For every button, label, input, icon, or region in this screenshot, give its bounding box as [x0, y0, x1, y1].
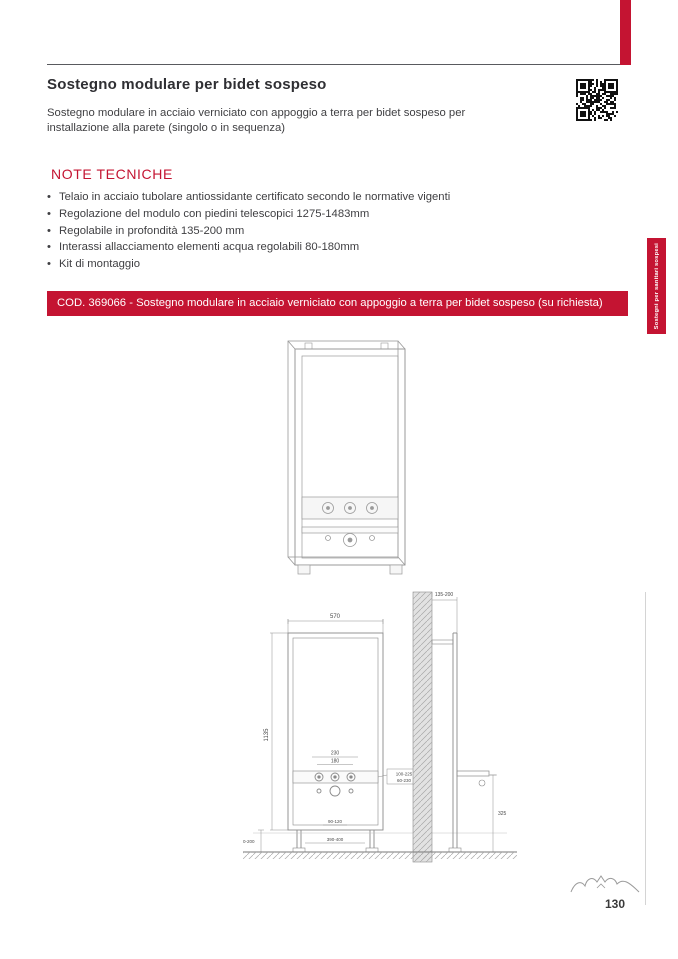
dim-interaxis-inner: 180	[330, 758, 340, 765]
product-code-banner: COD. 369066 - Sostegno modulare in acciaio verniciato con appoggio a terra per bidet sospeso (su richiesta)	[47, 291, 628, 316]
dim-box-top: 100-225	[395, 771, 413, 777]
note-item: • Interassi allacciamento elementi acqua regolabili 80-180mm	[47, 239, 577, 256]
dim-height: 1135	[264, 728, 270, 742]
product-illustration	[275, 337, 425, 582]
top-right-accent-bar	[620, 0, 631, 65]
dim-interaxis-outer: 230	[330, 750, 340, 757]
technical-drawing	[235, 585, 525, 875]
dim-width: 570	[329, 614, 341, 620]
dim-bottom-range: 390-400	[326, 837, 344, 842]
page-title: Sostegno modulare per bidet sospeso	[47, 76, 327, 93]
front-view-dimensions	[258, 619, 421, 852]
dim-foot-adjust: 0-200	[243, 839, 255, 844]
note-item: • Telaio in acciaio tubolare antiossidante certificato secondo le normative vigenti	[47, 189, 577, 206]
technical-notes-list	[47, 189, 577, 273]
right-margin-line	[645, 592, 646, 905]
notes-heading: NOTE TECNICHE	[51, 166, 173, 182]
note-item: • Regolabile in profondità 135-200 mm	[47, 223, 577, 240]
header-divider	[47, 64, 631, 65]
side-view-dimensions	[432, 592, 497, 852]
qr-code	[576, 79, 618, 121]
front-view	[253, 633, 507, 852]
dim-drain-range: 90-120	[327, 819, 343, 824]
note-item: • Kit di montaggio	[47, 256, 577, 273]
decorative-sketch	[567, 870, 643, 896]
dim-outlet-height: 325	[498, 811, 507, 817]
product-description: Sostegno modulare in acciaio verniciato con appoggio a terra per bidet sospeso per installazione alla parete (singolo o in sequenza)	[47, 107, 466, 134]
side-view	[413, 592, 489, 862]
note-item: • Regolazione del modulo con piedini telescopici 1275-1483mm	[47, 206, 577, 223]
dim-depth: 135-200	[434, 592, 454, 598]
page-number: 130	[604, 897, 625, 911]
section-tab	[647, 238, 666, 334]
dim-box-bottom: 60-230	[396, 778, 412, 783]
section-tab-label: Sostegni per sanitari sospesi	[653, 242, 660, 330]
